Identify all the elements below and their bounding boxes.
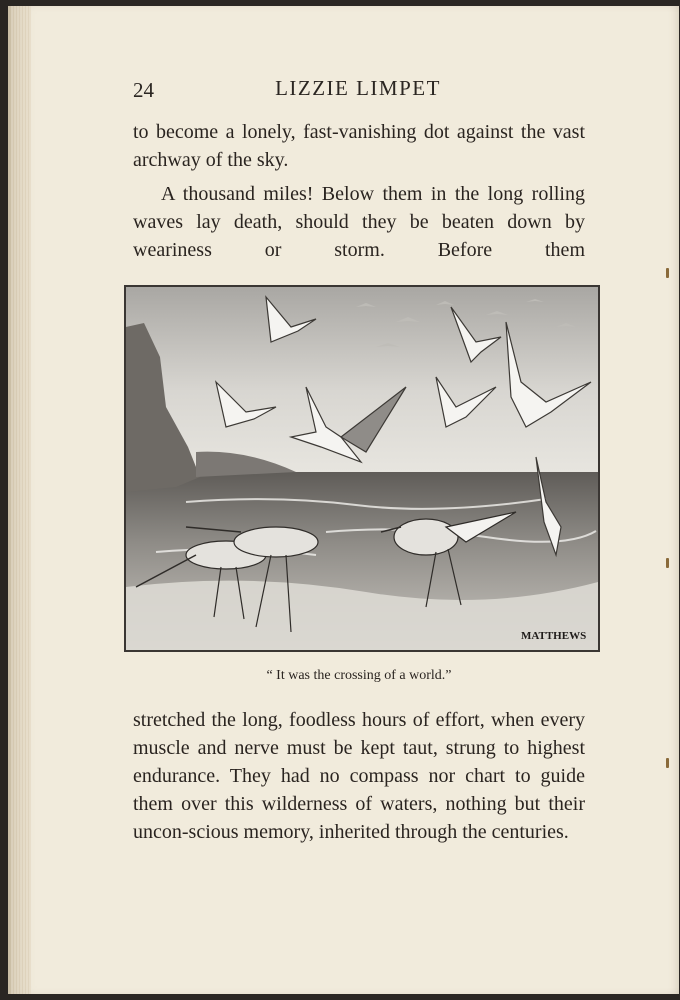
binding-stitch — [666, 268, 669, 278]
binding-stitch — [666, 558, 669, 568]
paragraph: A thousand miles! Below them in the long rolling waves lay death, should they be beaten down by weariness or storm. Before them — [133, 183, 585, 261]
illustration-birds-over-sea — [124, 285, 600, 652]
page-header — [123, 76, 593, 106]
paragraph-continued: to become a lonely, fast-vanishing dot against the vast archway of the sky. — [133, 121, 585, 171]
page-number: 24 — [133, 78, 154, 102]
paragraph-continued: stretched the long, foodless hours of effort, when every muscle and nerve must be kept taut, strung to highest endurance. They had no compass nor chart to guide them over this wilderness of waters, nothing but their uncon-scious memory, inherited through the centuries. — [133, 709, 585, 843]
page-edges — [11, 6, 31, 994]
running-title: LIZZIE LIMPET — [275, 76, 441, 100]
illustration — [126, 287, 598, 650]
book-page — [8, 6, 679, 994]
artist-signature: MATTHEWS — [521, 630, 587, 642]
figure-caption: “ It was the crossing of a world.” — [266, 668, 452, 683]
binding-stitch — [666, 758, 669, 768]
